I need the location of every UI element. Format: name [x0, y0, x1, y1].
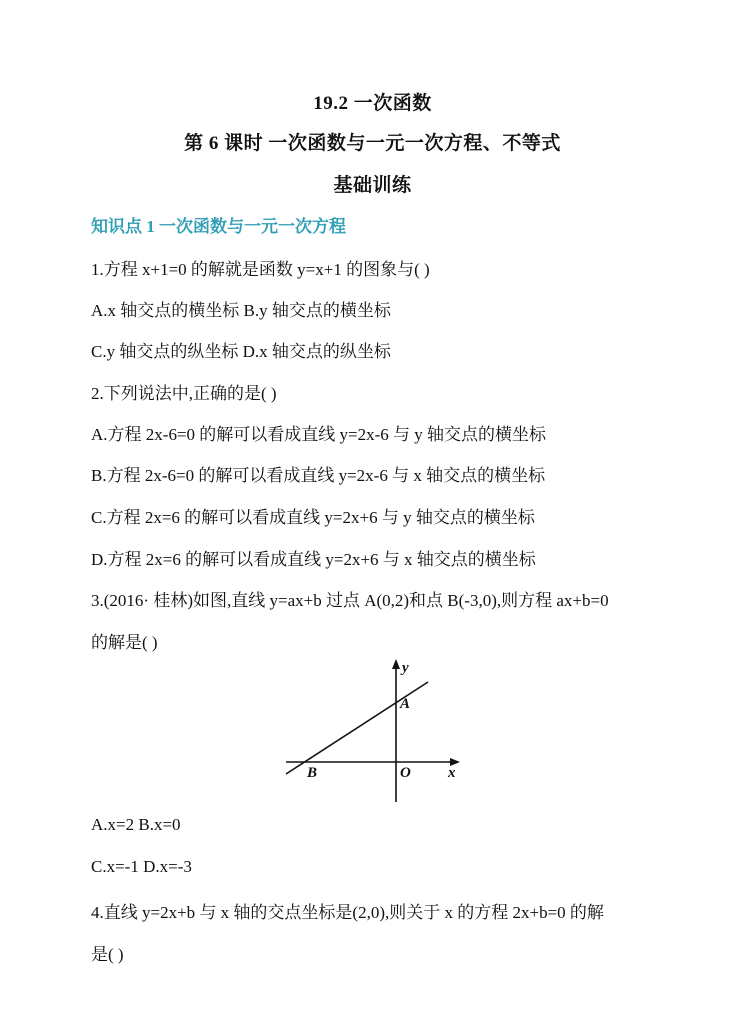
question-4-stem-cont: 是( ): [91, 945, 124, 964]
question-2-option-b: B.方程 2x-6=0 的解可以看成直线 y=2x-6 与 x 轴交点的横坐标: [91, 466, 546, 485]
question-1-options-cd: C.y 轴交点的纵坐标 D.x 轴交点的纵坐标: [91, 342, 391, 361]
subtitle: 基础训练: [333, 175, 412, 196]
point-b-label: B: [307, 765, 318, 781]
question-1-stem: 1.方程 x+1=0 的解就是函数 y=x+1 的图象与( ): [91, 260, 430, 279]
question-2-option-a: A.方程 2x-6=0 的解可以看成直线 y=2x-6 与 y 轴交点的横坐标: [91, 425, 547, 444]
question-2-option-d: D.方程 2x=6 的解可以看成直线 y=2x+6 与 x 轴交点的横坐标: [91, 550, 536, 569]
lesson-title: 第 6 课时 一次函数与一元一次方程、不等式: [184, 133, 561, 154]
x-axis-label: x: [448, 765, 456, 781]
knowledge-point-heading: 知识点 1 一次函数与一元一次方程: [91, 217, 346, 236]
question-2-option-c: C.方程 2x=6 的解可以看成直线 y=2x+6 与 y 轴交点的横坐标: [91, 508, 535, 527]
question-1-options-ab: A.x 轴交点的横坐标 B.y 轴交点的横坐标: [91, 301, 391, 320]
origin-label: O: [400, 765, 411, 781]
section-title: 19.2 一次函数: [313, 93, 432, 114]
question-3-stem: 3.(2016· 桂林)如图,直线 y=ax+b 过点 A(0,2)和点 B(-3,0),则方程 ax+b=0: [91, 591, 609, 610]
y-axis-label: y: [402, 660, 409, 676]
question-3-options-ab: A.x=2 B.x=0: [91, 815, 181, 834]
point-a-label: A: [400, 696, 411, 712]
coordinate-figure: [280, 652, 470, 807]
question-3-stem-cont: 的解是( ): [91, 633, 158, 652]
coordinate-diagram: [280, 652, 470, 807]
question-4-stem: 4.直线 y=2x+b 与 x 轴的交点坐标是(2,0),则关于 x 的方程 2x+b=0 的解: [91, 903, 604, 922]
question-2-stem: 2.下列说法中,正确的是( ): [91, 384, 277, 403]
question-3-options-cd: C.x=-1 D.x=-3: [91, 857, 192, 876]
y-axis-arrow: [392, 659, 400, 669]
